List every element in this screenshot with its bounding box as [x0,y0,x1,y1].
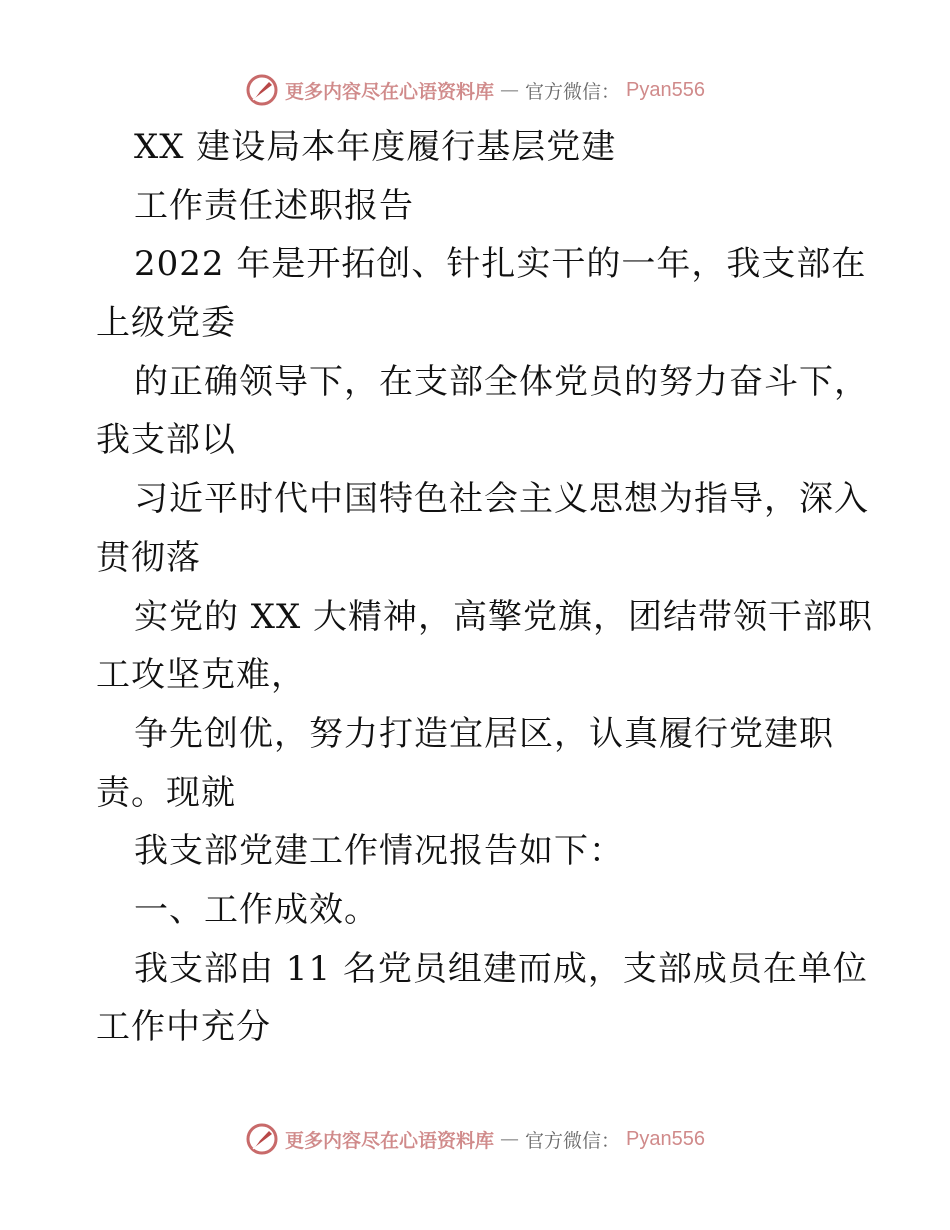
section-heading: 一、工作成效。 [134,889,379,930]
watermark-separator: — [500,1128,520,1150]
doc-title-line-2: 工作责任述职报告 [134,185,414,226]
document-body [96,118,876,1057]
paragraph-line: 工攻坚克难， [96,655,306,696]
feather-pen-circle-icon [245,1122,279,1156]
watermark-separator: — [500,79,520,101]
paragraph-line: 上级党委 [96,303,236,344]
header-watermark [0,68,950,112]
paragraph-line: 我支部以 [96,420,236,461]
paragraph-line: 我支部党建工作情况报告如下： [134,831,624,872]
paragraph-line: 我支部由 11 名党员组建而成，支部成员在单位 [134,948,868,989]
footer-watermark [0,1117,950,1161]
watermark-wechat-id: Pyan556 [626,78,705,101]
watermark-wechat-label: 官方微信： [525,80,621,103]
paragraph-line: 实党的 XX 大精神，高擎党旗，团结带领干部职 [134,596,874,637]
paragraph-line: 责。现就 [96,772,236,813]
feather-pen-circle-icon [245,73,279,107]
paragraph-line: 争先创优，努力打造宜居区，认真履行党建职 [134,713,834,754]
paragraph-line: 习近平时代中国特色社会主义思想为指导，深入 [134,479,869,520]
watermark-site-text: 更多内容尽在心语资料库 [285,80,495,103]
paragraph-line: 贯彻落 [96,537,201,578]
paragraph-line: 2022 年是开拓创、针扎实干的一年，我支部在 [134,244,867,285]
watermark-wechat-label: 官方微信： [525,1129,621,1152]
doc-title-line-1: XX 建设局本年度履行基层党建 [134,127,617,167]
watermark-site-text: 更多内容尽在心语资料库 [285,1129,495,1152]
watermark-wechat-id: Pyan556 [626,1127,705,1150]
paragraph-line: 工作中充分 [96,1007,271,1048]
paragraph-line: 的正确领导下，在支部全体党员的努力奋斗下， [134,361,869,402]
